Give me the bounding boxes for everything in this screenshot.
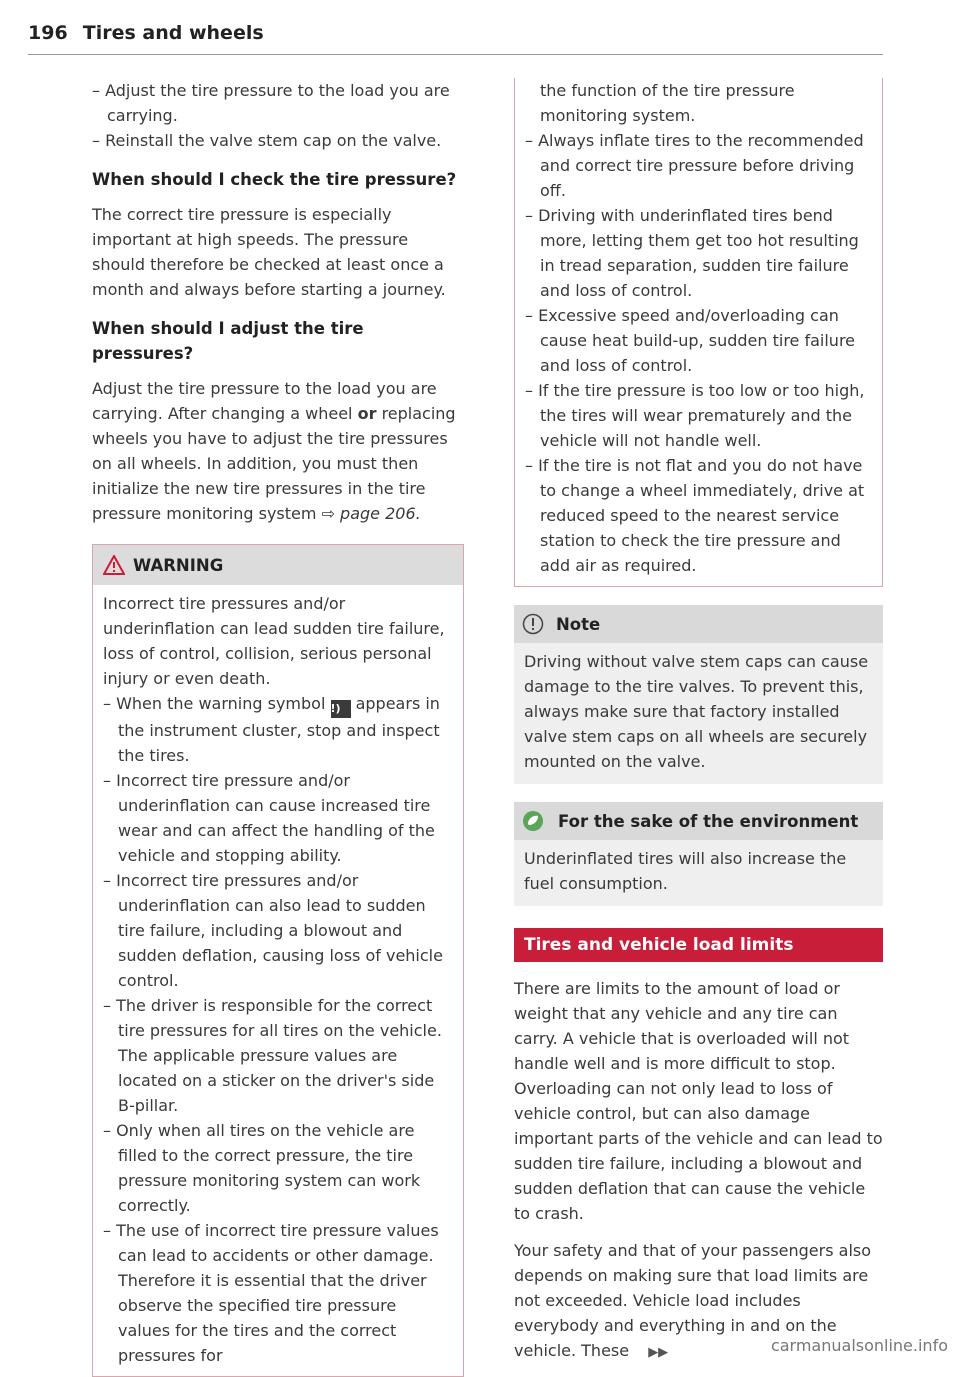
warning-item: – When the warning symbol (!) appears in the instrument cluster, stop and inspect the tires. xyxy=(103,694,440,765)
environment-header xyxy=(514,802,883,840)
heading-adjust-pressure: When should I adjust the tire pressures? xyxy=(92,319,364,363)
page-number: 196 xyxy=(28,22,68,44)
paragraph-load-limits-2: Your safety and that of your passengers also depends on making sure that load limits are not exceeded. Vehicle load includes everybody and everything in and on the vehicle. These ▶▶ xyxy=(514,1241,872,1360)
tire-pressure-warning-icon: (!) xyxy=(331,700,351,718)
warning-item: – If the tire is not flat and you do not have to change a wheel immediately, drive at reduced speed to the nearest service station to check the tire pressure and add air as required. xyxy=(525,456,865,575)
note-box xyxy=(514,605,883,784)
warning-item: – Driving with underinflated tires bend more, letting them get too hot resulting in tread separation, sudden tire failure and loss of control. xyxy=(525,206,859,300)
section-heading-load-limits: Tires and vehicle load limits xyxy=(514,928,883,962)
warning-item: – Excessive speed and/overloading can cause heat build-up, sudden tire failure and loss of control. xyxy=(525,306,856,375)
warning-item: – Incorrect tire pressures and/or underinflation can also lead to sudden tire failure, including a blowout and sudden deflation, causing loss of vehicle control. xyxy=(103,871,443,990)
note-body: Driving without valve stem caps can cause damage to the tire valves. To prevent this, always make sure that factory installed valve stem caps on all wheels are securely mounted on the valve. xyxy=(524,652,869,771)
warning-header xyxy=(93,545,463,585)
warning-body xyxy=(93,585,463,1376)
warning-item: – The driver is responsible for the correct tire pressures for all tires on the vehicle. The applicable pressure values are located on a sticker on the driver's side B-pillar. xyxy=(103,996,442,1115)
paragraph-adjust-pressure: Adjust the tire pressure to the load you are carrying. After changing a wheel or replacing wheels you have to adjust the tire pressures on all wheels. In addition, you must then initialize the new tire pressures in the tire pressure monitoring system ⇨ page 206. xyxy=(92,379,456,523)
paragraph-check-pressure: The correct tire pressure is especially important at high speeds. The pressure should therefore be checked at least once a month and always before starting a journey. xyxy=(92,205,446,299)
warning-cont-intro: the function of the tire pressure monitoring system. xyxy=(540,81,795,125)
heading-check-pressure: When should I check the tire pressure? xyxy=(92,170,457,189)
environment-box xyxy=(514,802,883,906)
warning-item: – Only when all tires on the vehicle are filled to the correct pressure, the tire pressure monitoring system can work correctly. xyxy=(103,1121,421,1215)
page-reference-link[interactable]: ⇨ page 206. xyxy=(321,504,421,523)
warning-item: – The use of incorrect tire pressure values can lead to accidents or other damage. Therefore it is essential that the driver observe the specified tire pressure values for the tires and the correct pressures for xyxy=(103,1221,439,1365)
warning-item: – If the tire pressure is too low or too high, the tires will wear prematurely and the vehicle will not handle well. xyxy=(525,381,865,450)
environment-body: Underinflated tires will also increase the fuel consumption. xyxy=(524,849,847,893)
warning-item: – Incorrect tire pressure and/or underinflation can cause increased tire wear and can affect the handling of the vehicle and stopping ability. xyxy=(103,771,435,865)
warning-intro: Incorrect tire pressures and/or underinflation can lead sudden tire failure, loss of control, collision, serious personal injury or even death. xyxy=(103,594,445,688)
running-section-title: Tires and wheels xyxy=(82,22,264,44)
warning-box xyxy=(92,544,464,1377)
watermark: carmanualsonline.info xyxy=(770,1336,948,1355)
step-item: – Reinstall the valve stem cap on the valve. xyxy=(92,131,442,150)
note-title: Note xyxy=(556,614,601,634)
page-header xyxy=(28,22,883,55)
note-header xyxy=(514,605,883,643)
paragraph-load-limits-1: There are limits to the amount of load or weight that any vehicle and any tire can carry. A vehicle that is overloaded will not handle well and is more difficult to stop. Overloading can not only lead to loss of vehicle control, but can also damage important parts of the vehicle and can lead to sudden tire failure, including a blowout and sudden deflation that can cause the vehicle to crash. xyxy=(514,979,883,1223)
warning-box-continued xyxy=(514,78,883,587)
note-exclamation-icon xyxy=(522,613,544,635)
environment-title: For the sake of the environment xyxy=(558,811,859,831)
step-item: – Adjust the tire pressure to the load you are carrying. xyxy=(92,81,450,125)
warning-item: – Always inflate tires to the recommended and correct tire pressure before driving off. xyxy=(525,131,864,200)
warning-triangle-icon xyxy=(103,555,125,575)
right-column xyxy=(514,78,883,1377)
environment-leaf-icon xyxy=(522,810,544,832)
warning-title: WARNING xyxy=(133,555,224,575)
continue-arrow-icon: ▶▶ xyxy=(648,1345,669,1360)
left-column xyxy=(92,78,464,1377)
